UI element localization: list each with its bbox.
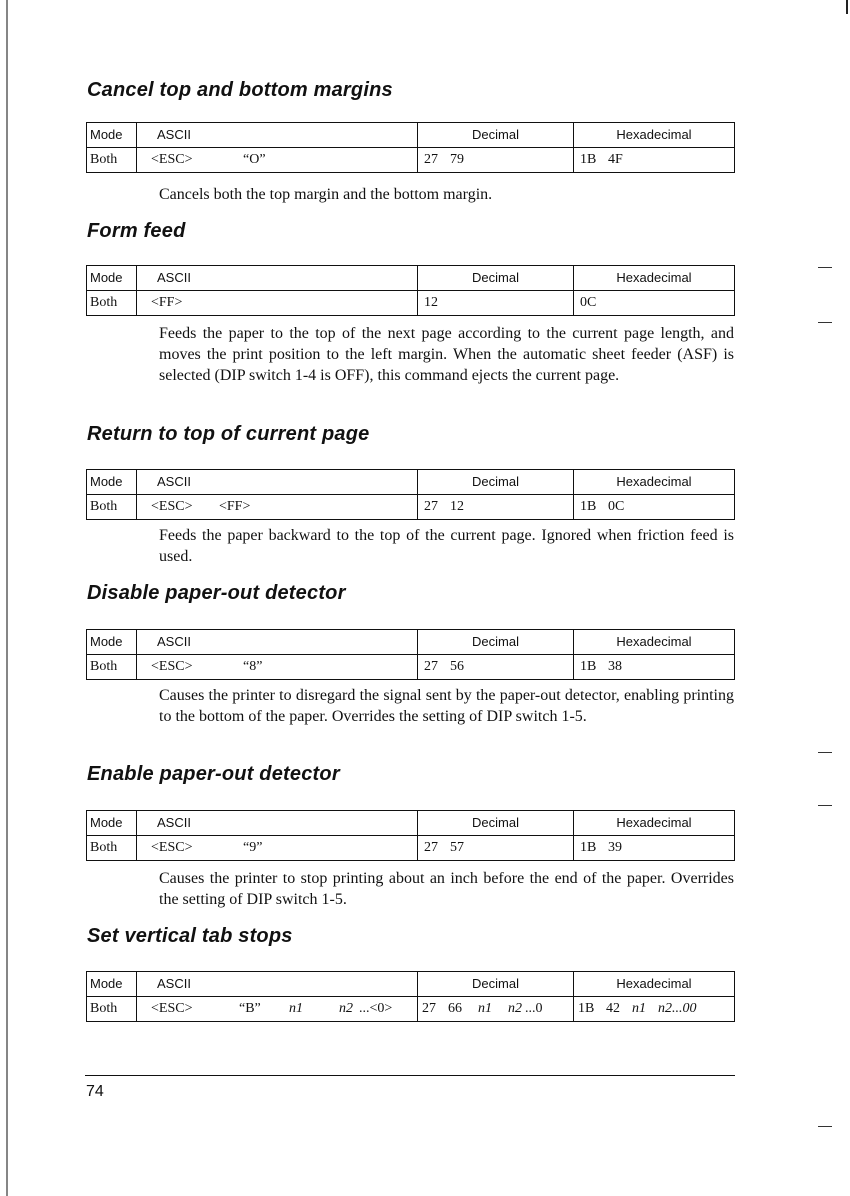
- ascii-token: <FF>: [219, 499, 251, 514]
- footer-rule: [85, 1075, 735, 1076]
- hex-token: 38: [608, 659, 622, 674]
- scan-edge-top-right: [846, 0, 848, 14]
- header-ascii-label: ASCII: [157, 474, 191, 489]
- cell-mode: Both: [87, 997, 137, 1022]
- command-table: [86, 629, 735, 680]
- cell-mode: Both: [87, 148, 137, 173]
- command-table: [86, 810, 735, 861]
- hex-token: 4F: [608, 152, 623, 167]
- page-number: 74: [86, 1083, 104, 1100]
- decimal-token: ...0: [525, 1001, 543, 1016]
- hex-token: 1B: [580, 659, 597, 674]
- cell-ascii: [137, 148, 418, 173]
- header-mode: Mode: [87, 811, 137, 836]
- header-ascii-label: ASCII: [157, 815, 191, 830]
- section-description: Feeds the paper to the top of the next page according to the current page length, and moves the print position to the left margin. When the automatic sheet feeder (ASF) is selected (DIP switch 1-4 is OFF), this command ejects the current page.: [159, 325, 734, 384]
- ascii-token: “8”: [243, 659, 263, 674]
- ascii-token: <ESC>: [151, 499, 193, 514]
- margin-mark: [818, 267, 832, 268]
- cell-ascii: [137, 655, 418, 680]
- section-description: Feeds the paper backward to the top of the current page. Ignored when friction feed is used.: [159, 527, 734, 565]
- header-mode: Mode: [87, 266, 137, 291]
- header-mode: Mode: [87, 470, 137, 495]
- decimal-token: 66: [448, 1001, 462, 1016]
- cell-decimal: [418, 655, 574, 680]
- section-description: Cancels both the top margin and the bottom margin.: [159, 186, 493, 203]
- hex-token: 1B: [580, 152, 597, 167]
- cell-hex: [574, 291, 735, 316]
- header-hex: Hexadecimal: [574, 470, 735, 495]
- decimal-token: 27: [424, 659, 438, 674]
- hex-token: 1B: [580, 840, 597, 855]
- cell-decimal: [418, 997, 574, 1022]
- hex-token: 1B: [578, 1001, 595, 1016]
- header-ascii: [137, 470, 418, 495]
- ascii-token: <ESC>: [151, 659, 193, 674]
- header-hex: Hexadecimal: [574, 630, 735, 655]
- header-ascii: [137, 811, 418, 836]
- header-decimal: Decimal: [418, 123, 574, 148]
- ascii-token: ...<0>: [359, 1001, 393, 1016]
- header-mode: Mode: [87, 972, 137, 997]
- header-decimal: Decimal: [418, 972, 574, 997]
- section-title: Cancel top and bottom margins: [87, 79, 393, 101]
- decimal-token: n1: [478, 1001, 492, 1016]
- command-table: [86, 971, 735, 1022]
- hex-token: 1B: [580, 499, 597, 514]
- header-ascii-label: ASCII: [157, 127, 191, 142]
- section-title: Enable paper-out detector: [87, 763, 340, 785]
- hex-token: n1: [632, 1001, 646, 1016]
- cell-hex: [574, 148, 735, 173]
- cell-mode: Both: [87, 655, 137, 680]
- cell-mode: Both: [87, 291, 137, 316]
- cell-decimal: [418, 291, 574, 316]
- header-decimal: Decimal: [418, 811, 574, 836]
- section-description: Causes the printer to stop printing about an inch before the end of the paper. Overrides the setting of DIP switch 1-5.: [159, 870, 734, 908]
- margin-mark: [818, 805, 832, 806]
- header-ascii: [137, 972, 418, 997]
- decimal-token: 27: [424, 840, 438, 855]
- cell-ascii: [137, 997, 418, 1022]
- header-ascii: [137, 123, 418, 148]
- header-hex: Hexadecimal: [574, 811, 735, 836]
- header-decimal: Decimal: [418, 630, 574, 655]
- decimal-token: 79: [450, 152, 464, 167]
- header-hex: Hexadecimal: [574, 266, 735, 291]
- margin-mark: [818, 322, 832, 323]
- decimal-token: 12: [424, 295, 438, 310]
- ascii-token: <ESC>: [151, 1001, 193, 1016]
- header-hex: Hexadecimal: [574, 972, 735, 997]
- command-table: [86, 469, 735, 520]
- section-title: Disable paper-out detector: [87, 582, 346, 604]
- command-table: [86, 265, 735, 316]
- ascii-token: “B”: [239, 1001, 261, 1016]
- header-ascii-label: ASCII: [157, 634, 191, 649]
- header-ascii-label: ASCII: [157, 976, 191, 991]
- decimal-token: 12: [450, 499, 464, 514]
- section-title: Form feed: [87, 220, 186, 242]
- cell-decimal: [418, 495, 574, 520]
- decimal-token: 57: [450, 840, 464, 855]
- header-ascii: [137, 266, 418, 291]
- hex-token: n2...00: [658, 1001, 697, 1016]
- cell-hex: [574, 836, 735, 861]
- header-ascii-label: ASCII: [157, 270, 191, 285]
- decimal-token: 56: [450, 659, 464, 674]
- ascii-token: <ESC>: [151, 840, 193, 855]
- header-mode: Mode: [87, 630, 137, 655]
- hex-token: 0C: [608, 499, 625, 514]
- header-mode: Mode: [87, 123, 137, 148]
- hex-token: 0C: [580, 295, 597, 310]
- hex-token: 42: [606, 1001, 620, 1016]
- command-table: [86, 122, 735, 173]
- decimal-token: 27: [422, 1001, 436, 1016]
- cell-mode: Both: [87, 495, 137, 520]
- margin-mark: [818, 752, 832, 753]
- section-title: Set vertical tab stops: [87, 925, 293, 947]
- section-title: Return to top of current page: [87, 423, 370, 445]
- cell-ascii: [137, 495, 418, 520]
- ascii-token: <FF>: [151, 295, 183, 310]
- ascii-token: “9”: [243, 840, 263, 855]
- header-decimal: Decimal: [418, 470, 574, 495]
- cell-ascii: [137, 836, 418, 861]
- ascii-token: <ESC>: [151, 152, 193, 167]
- ascii-token: n1: [289, 1001, 303, 1016]
- hex-token: 39: [608, 840, 622, 855]
- cell-hex: [574, 495, 735, 520]
- margin-mark: [818, 1126, 832, 1127]
- cell-hex: [574, 655, 735, 680]
- header-ascii: [137, 630, 418, 655]
- cell-decimal: [418, 148, 574, 173]
- cell-decimal: [418, 836, 574, 861]
- header-hex: Hexadecimal: [574, 123, 735, 148]
- decimal-token: 27: [424, 499, 438, 514]
- cell-mode: Both: [87, 836, 137, 861]
- cell-ascii: [137, 291, 418, 316]
- scan-edge-left: [6, 0, 8, 1196]
- header-decimal: Decimal: [418, 266, 574, 291]
- decimal-token: n2: [508, 1001, 522, 1016]
- cell-hex: [574, 997, 735, 1022]
- decimal-token: 27: [424, 152, 438, 167]
- ascii-token: “O”: [243, 152, 266, 167]
- section-description: Causes the printer to disregard the signal sent by the paper-out detector, enabling printing to the bottom of the paper. Overrides the setting of DIP switch 1-5.: [159, 687, 734, 725]
- ascii-token: n2: [339, 1001, 353, 1016]
